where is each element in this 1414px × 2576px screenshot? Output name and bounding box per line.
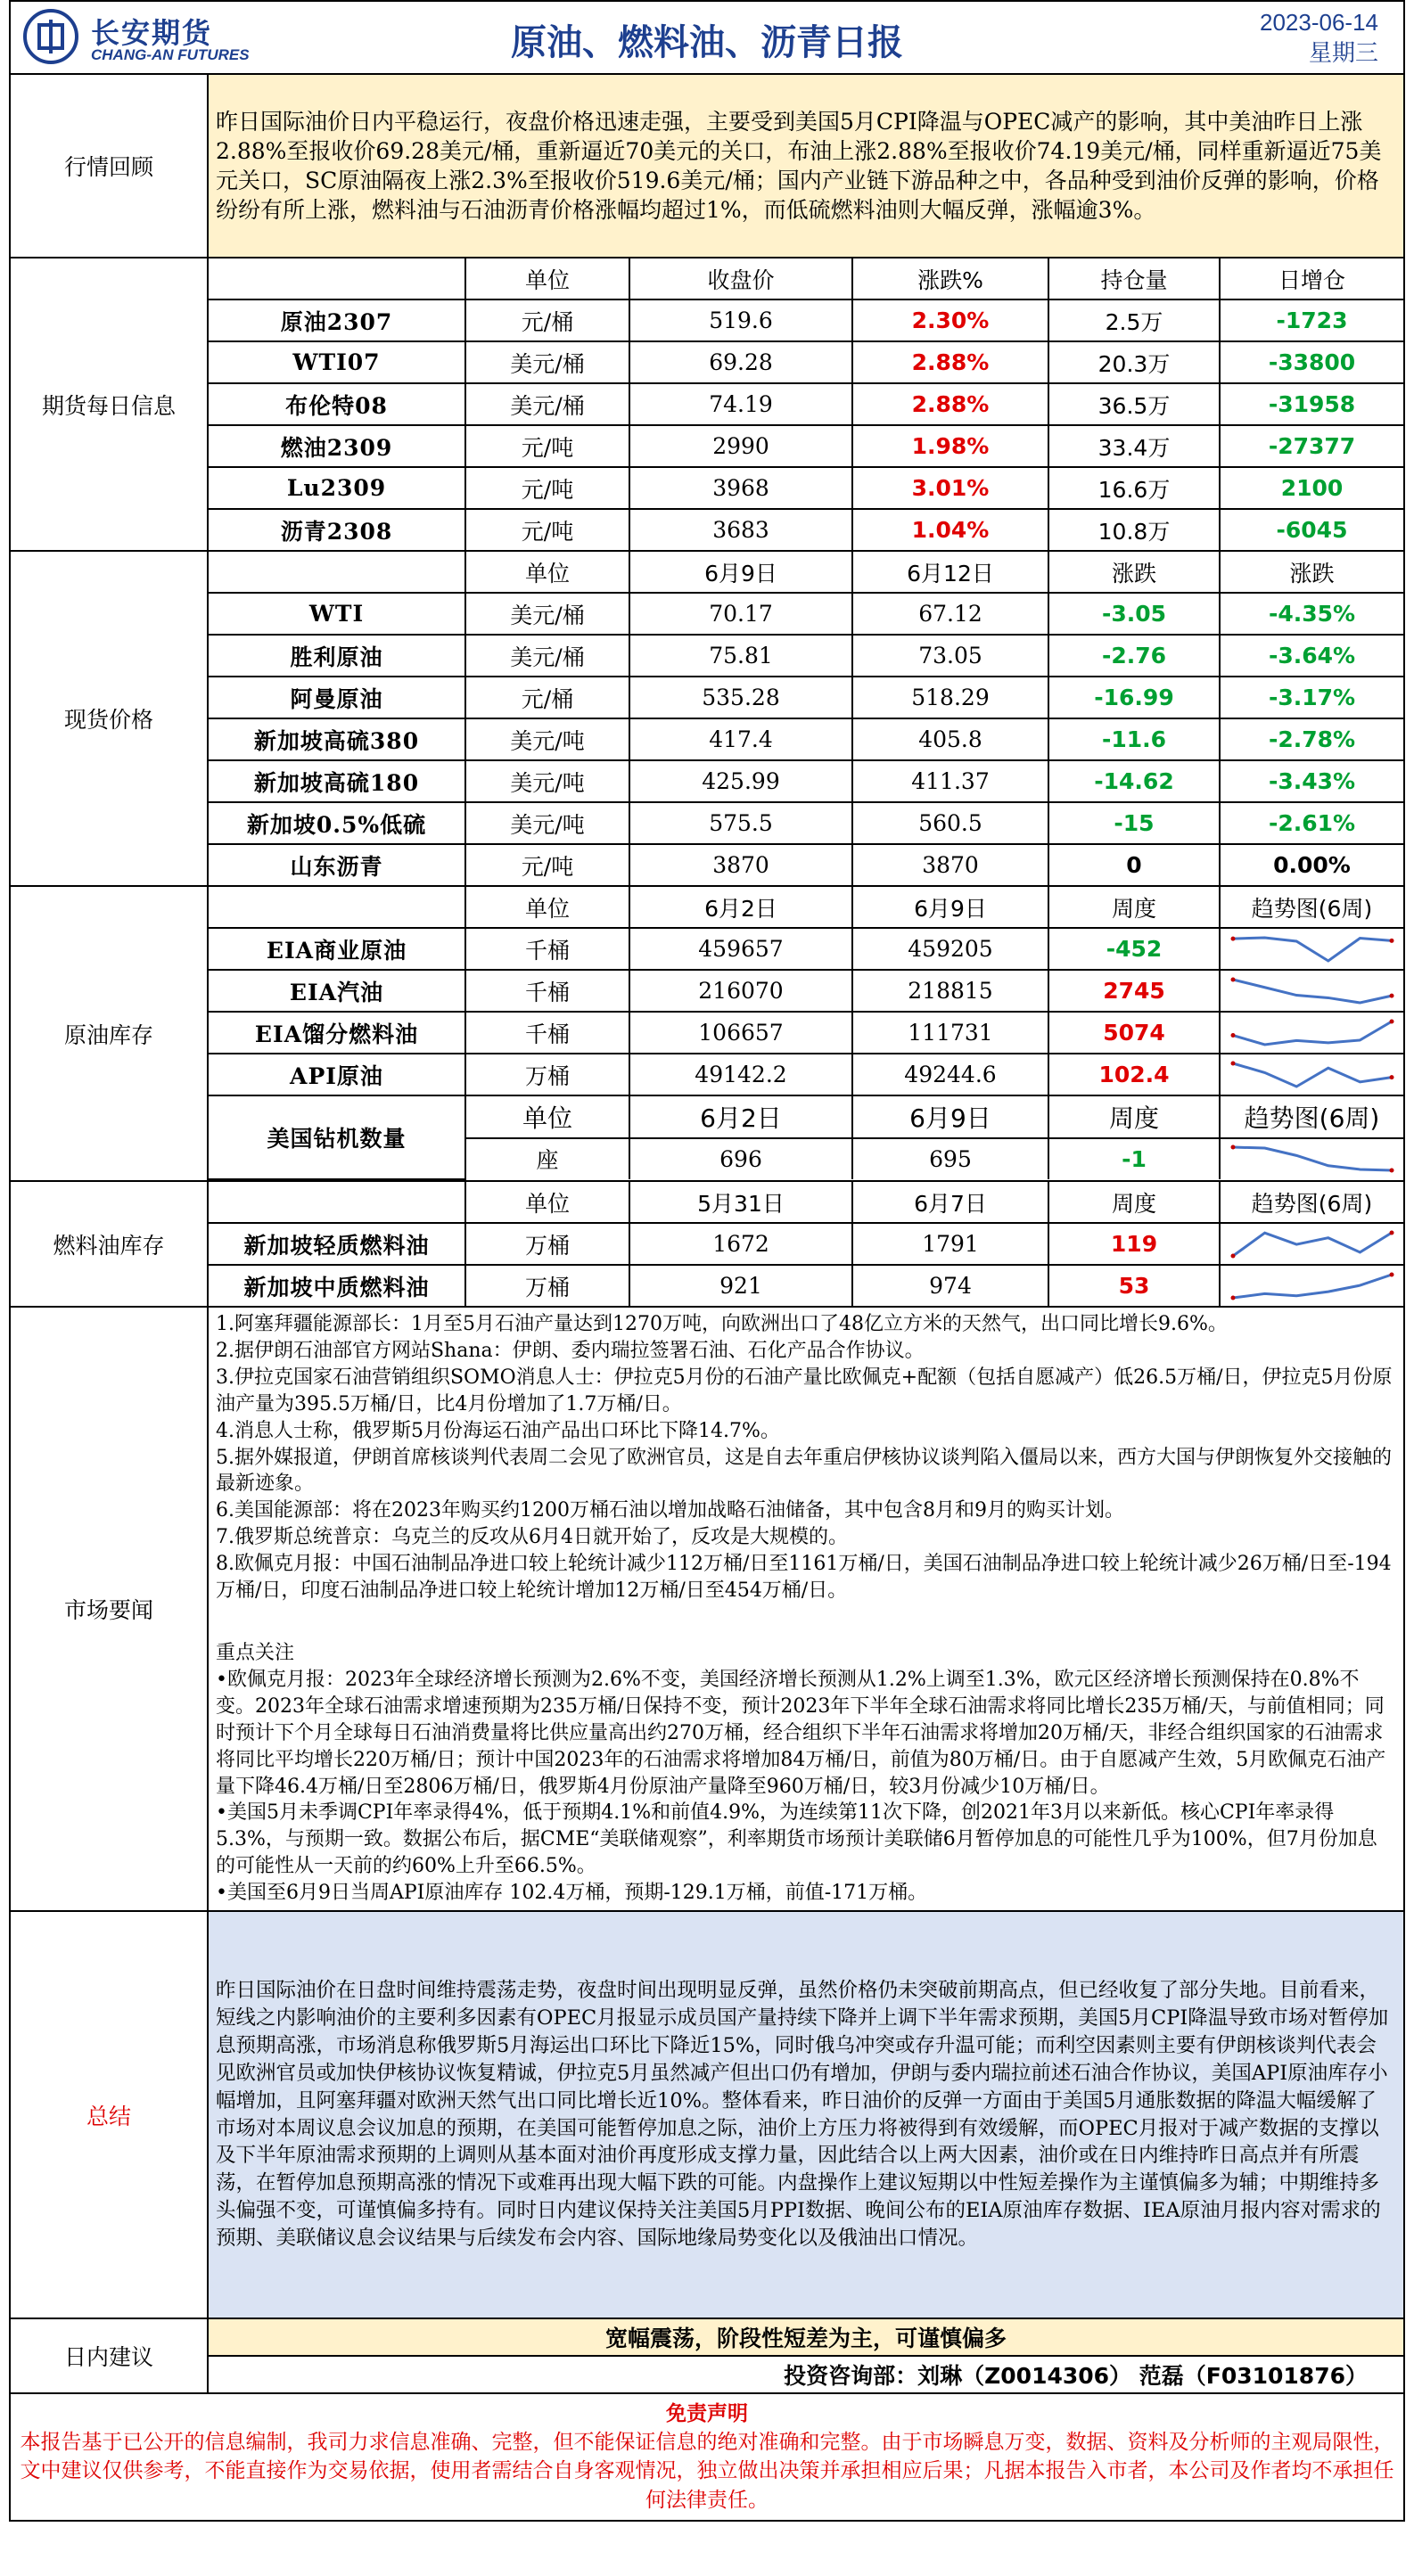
disclaimer-text: 本报告基于已公开的信息编制，我司力求信息准确、完整，但不能保证信息的绝对准确和完整。由于市场瞬息万变，数据、资料及分析师的主观局限性，文中建议仅供参考，不能直接作为交易依据，使用者需结合自身客观情况，独立做出决策并承担相应后果；凡据本报告入市者，本公司及作者均不承担任何法律责任。 — [20, 2431, 1394, 2512]
unit-cell: 美元/吨 — [465, 760, 629, 802]
open-interest: 20.3万 — [1048, 341, 1220, 383]
price-date2: 67.12 — [852, 593, 1048, 635]
trend-sparkline — [1228, 932, 1397, 966]
unit-cell: 万桶 — [465, 1265, 629, 1306]
value-date1: 106657 — [629, 1012, 852, 1054]
unit-cell: 元/吨 — [465, 467, 629, 509]
news-item: 1.阿塞拜疆能源部长：1月至5月石油产量达到1270万吨，向欧洲出口了48亿立方米的天然气，出口同比增长9.6%。 — [216, 1313, 1228, 1335]
change-pct: 2.88% — [852, 383, 1048, 425]
sparkline-path — [1233, 1063, 1392, 1087]
unit-cell: 元/吨 — [465, 425, 629, 467]
close-price: 519.6 — [629, 299, 852, 341]
market-review-label: 行情回顾 — [10, 74, 208, 258]
market-review-text: 昨日国际油价日内平稳运行，夜盘价格迅速走强，主要受到美国5月CPI降温与OPEC减产的影响，其中美油昨日上涨2.88%至报收价69.28美元/桶，重新逼近70美元的关口，布油上涨2.88%至报收价74.19美元/桶，同样重新逼近75美元关口，SC原油隔夜上涨2.3%至报收价519.6美元/桶；国内产业链下游品种之中，各品种受到油价反弹的影响，价格纷纷有所上涨，燃料油与石油沥青价格涨幅均超过1%，而低硫燃料油则大幅反弹，涨幅逾3%。 — [208, 74, 1404, 258]
news-label: 市场要闻 — [10, 1307, 208, 1911]
summary-label: 总结 — [10, 1911, 208, 2318]
unit-cell: 美元/桶 — [465, 383, 629, 425]
oi-change: -31958 — [1220, 383, 1403, 425]
advice-section — [10, 2318, 1404, 2393]
sparkline-path — [1233, 1275, 1392, 1298]
crude-inventory-table — [209, 887, 1403, 1180]
weekly-change: 2745 — [1048, 970, 1220, 1012]
crude-inventory-label: 原油库存 — [10, 886, 208, 1181]
unit-cell: 千桶 — [465, 928, 629, 970]
fuel-header-trend: 趋势图(6周) — [1220, 1182, 1403, 1223]
fuel-inventory-label: 燃料油库存 — [10, 1181, 208, 1307]
price-change-pct: -3.17% — [1220, 677, 1403, 718]
news-item: 3.伊拉克国家石油营销组织SOMO消息人士：伊拉克5月份的石油产量比欧佩克+配额（包括自愿减产）低26.5万桶/日，伊拉克5月份原油产量为395.5万桶/日，比4月份增加了1.7万桶/日。 — [216, 1366, 1393, 1415]
spot-name: 新加坡高硫180 — [209, 760, 465, 802]
rig-header-date1: 6月2日 — [629, 1095, 852, 1138]
weekly-change: 53 — [1048, 1265, 1220, 1306]
change-pct: 2.88% — [852, 341, 1048, 383]
rig-count-name: 美国钻机数量 — [209, 1095, 465, 1179]
price-date1: 575.5 — [629, 802, 852, 844]
unit-cell: 元/桶 — [465, 677, 629, 718]
sparkline-point — [1230, 936, 1235, 940]
report-date-value: 2023-06-14 — [1260, 9, 1378, 36]
sparkline-path — [1233, 980, 1392, 1003]
oi-change: -1723 — [1220, 299, 1403, 341]
contract-name: 沥青2308 — [209, 509, 465, 550]
fuel-header-unit: 单位 — [465, 1182, 629, 1223]
price-change: -11.6 — [1048, 718, 1220, 760]
table-row — [209, 467, 1403, 509]
table-row — [209, 760, 1403, 802]
report-header — [9, 0, 1405, 73]
trend-sparkline — [1228, 1269, 1397, 1303]
news-item: 2.据伊朗石油部官方网站Shana：伊朗、委内瑞拉签署石油、石化产品合作协议。 — [216, 1339, 925, 1362]
news-item: 7.俄罗斯总统普京：乌克兰的反攻从6月4日就开始了，反攻是大规模的。 — [216, 1526, 848, 1549]
futures-label: 期货每日信息 — [10, 258, 208, 551]
spot-header-date2: 6月12日 — [852, 552, 1048, 593]
unit-cell: 美元/桶 — [465, 593, 629, 635]
table-row — [209, 383, 1403, 425]
advice-table — [209, 2319, 1403, 2392]
focus-item: •欧佩克月报：2023年全球经济增长预测为2.6%不变，美国经济增长预测从1.2%上调至1.3%，欧元区经济增长预测保持在0.8%不变。2023年全球石油需求增速预期为235万桶/日保持不变，预计2023年下半年全球石油需求将同比增长235万桶/天，与前值相同；同时预计下个月全球每日石油消费量将比供应量高出约270万桶，经合组织下半年石油需求将增加20万桶/天，非经合组织国家的石油需求将同比平均增长220万桶/日；预计中国2023年的石油需求将增加84万桶/日，前值为80万桶/日。由于自愿减产生效，5月欧佩克石油产量下降46.4万桶/日至2806万桶/日，俄罗斯4月份原油产量降至960万桶/日，较3月份减少10万桶/日。 — [216, 1668, 1386, 1798]
news-item: 4.消息人士称，俄罗斯5月份海运石油产品出口环比下降14.7%。 — [216, 1419, 780, 1442]
table-row — [209, 509, 1403, 550]
open-interest: 2.5万 — [1048, 299, 1220, 341]
spot-header-row — [209, 552, 1403, 593]
contract-name: Lu2309 — [209, 467, 465, 509]
table-row — [209, 1223, 1403, 1265]
inventory-name: 新加坡轻质燃料油 — [209, 1223, 465, 1265]
value-date1: 49142.2 — [629, 1054, 852, 1095]
spot-header-change-pct: 涨跌 — [1220, 552, 1403, 593]
price-change: -16.99 — [1048, 677, 1220, 718]
inventory-name: API原油 — [209, 1054, 465, 1095]
value-date1: 921 — [629, 1265, 852, 1306]
crude-inventory-section — [10, 886, 1404, 1181]
price-date2: 3870 — [852, 844, 1048, 885]
price-change-pct: -3.43% — [1220, 760, 1403, 802]
value-date2: 111731 — [852, 1012, 1048, 1054]
price-date1: 3870 — [629, 844, 852, 885]
spot-header-name — [209, 552, 465, 593]
close-price: 3968 — [629, 467, 852, 509]
value-date2: 1791 — [852, 1223, 1048, 1265]
fuel-header-row — [209, 1182, 1403, 1223]
unit-cell: 座 — [465, 1138, 629, 1180]
crude-header-date2: 6月9日 — [852, 887, 1048, 928]
unit-cell: 美元/吨 — [465, 718, 629, 760]
change-pct: 2.30% — [852, 299, 1048, 341]
trend-sparkline — [1228, 1016, 1397, 1050]
price-change-pct: -4.35% — [1220, 593, 1403, 635]
price-date1: 75.81 — [629, 635, 852, 677]
price-date1: 535.28 — [629, 677, 852, 718]
news-section — [10, 1307, 1404, 1911]
contract-name: 原油2307 — [209, 299, 465, 341]
futures-header-close: 收盘价 — [629, 258, 852, 299]
oi-change: 2100 — [1220, 467, 1403, 509]
rig-header-unit: 单位 — [465, 1095, 629, 1138]
advice-contact: 投资咨询部：刘琳（Z0014306） 范磊（F03101876） — [209, 2356, 1403, 2392]
sparkline-point — [1389, 1230, 1393, 1235]
price-date1: 425.99 — [629, 760, 852, 802]
logo-chinese-name: 长安期货 — [91, 16, 213, 50]
price-change: -3.05 — [1048, 593, 1220, 635]
sparkline-path — [1233, 938, 1392, 961]
unit-cell: 美元/桶 — [465, 635, 629, 677]
sparkline-point — [1389, 1272, 1393, 1276]
unit-cell: 美元/吨 — [465, 802, 629, 844]
fuel-header-name — [209, 1182, 465, 1223]
value-date1: 216070 — [629, 970, 852, 1012]
open-interest: 10.8万 — [1048, 509, 1220, 550]
fuel-inventory-table — [209, 1182, 1403, 1306]
sparkline-path — [1233, 1021, 1392, 1045]
close-price: 3683 — [629, 509, 852, 550]
disclaimer-title: 免责声明 — [666, 2402, 748, 2426]
focus-item: •美国至6月9日当周API原油库存 102.4万桶，预期-129.1万桶，前值-171万桶。 — [216, 1882, 928, 1905]
spot-header-date1: 6月9日 — [629, 552, 852, 593]
contract-name: 燃油2309 — [209, 425, 465, 467]
report-date — [1260, 7, 1378, 68]
value-date2: 974 — [852, 1265, 1048, 1306]
spot-name: 新加坡高硫380 — [209, 718, 465, 760]
fuel-inventory-section — [10, 1181, 1404, 1307]
price-change-pct: -2.61% — [1220, 802, 1403, 844]
advice-label: 日内建议 — [10, 2318, 208, 2393]
open-interest: 36.5万 — [1048, 383, 1220, 425]
price-change: -2.76 — [1048, 635, 1220, 677]
price-date2: 411.37 — [852, 760, 1048, 802]
sparkline-point — [1389, 938, 1393, 942]
open-interest: 16.6万 — [1048, 467, 1220, 509]
spot-name: 阿曼原油 — [209, 677, 465, 718]
price-change: -15 — [1048, 802, 1220, 844]
oi-change: -27377 — [1220, 425, 1403, 467]
spot-section — [10, 551, 1404, 886]
table-row — [209, 593, 1403, 635]
weekly-change: -1 — [1048, 1138, 1220, 1180]
unit-cell: 元/桶 — [465, 299, 629, 341]
price-change-pct: 0.00% — [1220, 844, 1403, 885]
futures-table — [209, 258, 1403, 550]
value-date1: 459657 — [629, 928, 852, 970]
report-page — [9, 0, 1405, 2522]
sparkline-point — [1389, 1075, 1393, 1079]
sparkline-point — [1230, 1145, 1235, 1150]
price-date2: 560.5 — [852, 802, 1048, 844]
value-date1: 696 — [629, 1138, 852, 1180]
table-row — [209, 341, 1403, 383]
summary-section — [10, 1911, 1404, 2318]
report-table — [9, 73, 1405, 2394]
sparkline-point — [1389, 993, 1393, 997]
table-row — [209, 425, 1403, 467]
crude-header-date1: 6月2日 — [629, 887, 852, 928]
table-row — [209, 299, 1403, 341]
rig-count-header-row — [209, 1095, 1403, 1138]
price-date2: 405.8 — [852, 718, 1048, 760]
weekly-change: 5074 — [1048, 1012, 1220, 1054]
value-date2: 459205 — [852, 928, 1048, 970]
value-date1: 1672 — [629, 1223, 852, 1265]
sparkline-path — [1233, 1233, 1392, 1256]
sparkline-path — [1233, 1147, 1392, 1170]
news-item: 8.欧佩克月报：中国石油制品净进口较上轮统计减少112万桶/日至1161万桶/日，美国石油制品净进口较上轮统计减少26万桶/日至-194万桶/日，印度石油制品净进口较上轮统计增加12万桶/日至454万桶/日。 — [216, 1553, 1392, 1603]
unit-cell: 元/吨 — [465, 844, 629, 885]
unit-cell: 万桶 — [465, 1054, 629, 1095]
close-price: 74.19 — [629, 383, 852, 425]
oi-change: -6045 — [1220, 509, 1403, 550]
spot-name: 山东沥青 — [209, 844, 465, 885]
report-title: 原油、燃料油、沥青日报 — [511, 22, 903, 63]
trend-sparkline — [1228, 1227, 1397, 1261]
fuel-header-date1: 5月31日 — [629, 1182, 852, 1223]
sparkline-point — [1230, 977, 1235, 981]
futures-header-oi: 持仓量 — [1048, 258, 1220, 299]
spot-name: WTI — [209, 593, 465, 635]
crude-header-trend: 趋势图(6周) — [1220, 887, 1403, 928]
table-row — [209, 844, 1403, 885]
price-date2: 518.29 — [852, 677, 1048, 718]
futures-header-oi-change: 日增仓 — [1220, 258, 1403, 299]
table-row — [209, 928, 1403, 970]
trend-sparkline — [1228, 974, 1397, 1008]
spot-table — [209, 552, 1403, 885]
contract-name: 布伦特08 — [209, 383, 465, 425]
inventory-name: EIA汽油 — [209, 970, 465, 1012]
inventory-name: EIA馏分燃料油 — [209, 1012, 465, 1054]
table-row — [209, 1054, 1403, 1095]
futures-header-row — [209, 258, 1403, 299]
spot-header-change: 涨跌 — [1048, 552, 1220, 593]
change-pct: 3.01% — [852, 467, 1048, 509]
rig-header-trend: 趋势图(6周) — [1220, 1095, 1403, 1138]
sparkline-point — [1389, 1019, 1393, 1023]
sparkline-point — [1230, 1061, 1235, 1065]
table-row — [209, 970, 1403, 1012]
table-row — [209, 802, 1403, 844]
table-row — [209, 635, 1403, 677]
news-item: 5.据外媒报道，伊朗首席核谈判代表周二会见了欧洲官员，这是自去年重启伊核协议谈判陷入僵局以来，西方大国与伊朗恢复外交接触的最新迹象。 — [216, 1446, 1392, 1496]
oi-change: -33800 — [1220, 341, 1403, 383]
summary-text: 昨日国际油价在日盘时间维持震荡走势，夜盘时间出现明显反弹，虽然价格仍未突破前期高点，但已经收复了部分失地。目前看来，短线之内影响油价的主要利多因素有OPEC月报显示成员国产量持续下降并上调下半年需求预期，美国5月CPI降温导致市场对暂停加息预期高涨，市场消息称俄罗斯5月海运出口环比下降近15%，同时俄乌冲突或存升温可能；而利空因素则主要有伊朗核谈判代表会见欧洲官员或加快伊核协议恢复精诚，伊拉克5月虽然减产但出口仍有增加，伊朗与委内瑞拉前述石油合作协议，美国API原油库存小幅增加，且阿塞拜疆对欧洲天然气出口同比增长近10%。整体看来，昨日油价的反弹一方面由于美国5月通胀数据的降温大幅缓解了市场对本周议息会议加息的预期，在美国可能暂停加息之际，油价上方压力将被得到有效缓解，而OPEC月报对于减产数据的支撑以及下半年原油需求预期的上调则从基本面对油价再度形成支撑力量，因此结合以上两大因素，油价或在日内维持昨日高点并有所震荡，在暂停加息预期高涨的情况下或难再出现大幅下跌的可能。内盘操作上建议短期以中性短差操作为主谨慎偏多为辅；中期维持多头偏强不变，可谨慎偏多持有。同时日内建议保持关注美国5月PPI数据、晚间公布的EIA原油库存数据、IEA原油月报内容对需求的预期、美联储议息会议结果与后续发布会内容、国际地缘局势变化以及俄油出口情况。 — [208, 1911, 1404, 2318]
trend-sparkline — [1228, 1058, 1397, 1092]
news-item: 6.美国能源部：将在2023年购买约1200万桶石油以增加战略石油储备，其中包含8月和9月的购买计划。 — [216, 1499, 1124, 1522]
table-row — [209, 1012, 1403, 1054]
change-pct: 1.04% — [852, 509, 1048, 550]
crude-header-unit: 单位 — [465, 887, 629, 928]
spot-label: 现货价格 — [10, 551, 208, 886]
focus-title: 重点关注 — [216, 1641, 295, 1664]
rig-header-weekly: 周度 — [1048, 1095, 1220, 1138]
price-change-pct: -3.64% — [1220, 635, 1403, 677]
spot-header-unit: 单位 — [465, 552, 629, 593]
inventory-name: EIA商业原油 — [209, 928, 465, 970]
unit-cell: 美元/桶 — [465, 341, 629, 383]
sparkline-point — [1230, 1295, 1235, 1300]
price-change: -14.62 — [1048, 760, 1220, 802]
futures-header-unit: 单位 — [465, 258, 629, 299]
fuel-header-weekly: 周度 — [1048, 1182, 1220, 1223]
open-interest: 33.4万 — [1048, 425, 1220, 467]
weekly-change: 119 — [1048, 1223, 1220, 1265]
spot-name: 胜利原油 — [209, 635, 465, 677]
report-weekday: 星期三 — [1308, 39, 1378, 66]
value-date2: 218815 — [852, 970, 1048, 1012]
change-pct: 1.98% — [852, 425, 1048, 467]
value-date2: 49244.6 — [852, 1054, 1048, 1095]
table-row — [209, 1265, 1403, 1306]
unit-cell: 千桶 — [465, 970, 629, 1012]
price-date2: 73.05 — [852, 635, 1048, 677]
table-row — [209, 718, 1403, 760]
futures-header-change: 涨跌% — [852, 258, 1048, 299]
advice-text: 宽幅震荡，阶段性短差为主，可谨慎偏多 — [209, 2319, 1403, 2356]
weekly-change: -452 — [1048, 928, 1220, 970]
market-review-section — [10, 74, 1404, 258]
sparkline-point — [1389, 1169, 1393, 1173]
rig-header-date2: 6月9日 — [852, 1095, 1048, 1138]
crude-header-row — [209, 887, 1403, 928]
contract-name: WTI07 — [209, 341, 465, 383]
price-date1: 70.17 — [629, 593, 852, 635]
price-date1: 417.4 — [629, 718, 852, 760]
price-change: 0 — [1048, 844, 1220, 885]
close-price: 2990 — [629, 425, 852, 467]
table-row — [209, 677, 1403, 718]
crude-header-name — [209, 887, 465, 928]
weekly-change: 102.4 — [1048, 1054, 1220, 1095]
unit-cell: 元/吨 — [465, 509, 629, 550]
logo-english-name: CHANG-AN FUTURES — [91, 46, 250, 63]
focus-item: •美国5月未季调CPI年率录得4%，低于预期4.1%和前值4.9%，为连续第11次下降，创2021年3月以来新低。核心CPI年率录得5.3%，与预期一致。数据公布后，据CME“美联储观察”，利率期货市场预计美联储6月暂停加息的可能性几乎为100%，但7月份加息的可能性从一天前的约60%上升至66.5%。 — [216, 1801, 1377, 1878]
sparkline-point — [1230, 1253, 1235, 1258]
futures-header-name — [209, 258, 465, 299]
spot-name: 新加坡0.5%低硫 — [209, 802, 465, 844]
disclaimer — [9, 2394, 1405, 2522]
value-date2: 695 — [852, 1138, 1048, 1180]
unit-cell: 千桶 — [465, 1012, 629, 1054]
trend-sparkline — [1228, 1142, 1397, 1176]
unit-cell: 万桶 — [465, 1223, 629, 1265]
price-change-pct: -2.78% — [1220, 718, 1403, 760]
close-price: 69.28 — [629, 341, 852, 383]
fuel-header-date2: 6月7日 — [852, 1182, 1048, 1223]
sparkline-point — [1230, 1033, 1235, 1038]
inventory-name: 新加坡中质燃料油 — [209, 1265, 465, 1306]
futures-section — [10, 258, 1404, 551]
crude-header-weekly: 周度 — [1048, 887, 1220, 928]
